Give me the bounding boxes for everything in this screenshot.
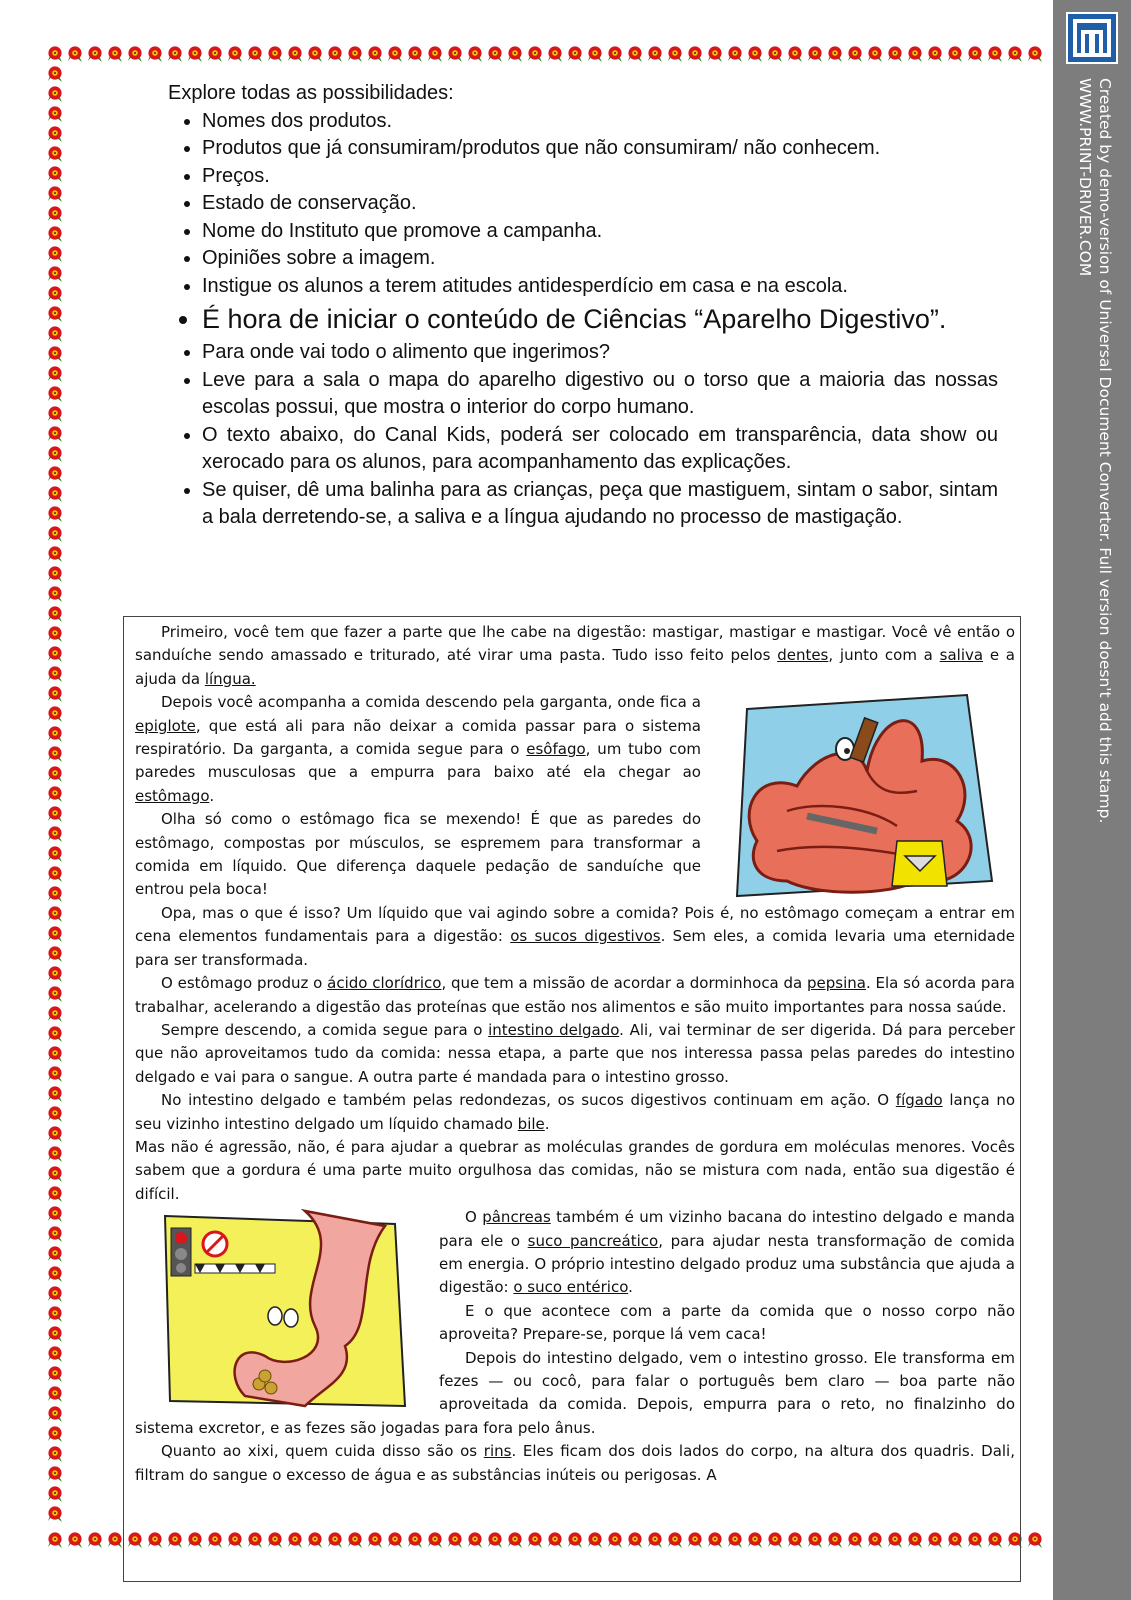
instructions-heading: Explore todas as possibilidades: <box>168 82 454 104</box>
flower-icon <box>245 44 265 64</box>
flower-icon <box>45 144 65 164</box>
flower-icon <box>45 1084 65 1104</box>
flower-icon <box>45 344 65 364</box>
flower-icon <box>45 684 65 704</box>
flower-icon <box>45 1164 65 1184</box>
flower-icon <box>445 44 465 64</box>
flower-icon <box>45 1124 65 1144</box>
flower-icon <box>165 44 185 64</box>
flower-icon <box>845 44 865 64</box>
flower-icon <box>485 44 505 64</box>
flower-icon <box>45 744 65 764</box>
flower-icon <box>85 44 105 64</box>
flower-icon <box>45 164 65 184</box>
flower-border-top <box>45 44 1045 64</box>
flower-icon <box>825 44 845 64</box>
flower-icon <box>45 924 65 944</box>
flower-icon <box>45 1044 65 1064</box>
stamp-line-1: Created by demo-version of Universal Document Converter. Full version doesn't add this stamp. <box>1096 78 1114 824</box>
instructions-list <box>168 108 998 532</box>
demo-stamp <box>1075 78 1115 918</box>
flower-icon <box>425 44 445 64</box>
flower-icon <box>865 44 885 64</box>
flower-icon <box>505 44 525 64</box>
flower-icon <box>105 1530 125 1550</box>
flower-icon <box>345 44 365 64</box>
flower-icon <box>65 1530 85 1550</box>
flower-icon <box>45 184 65 204</box>
list-item: • Instigue os alunos a terem atitudes antidesperdício em casa e na escola. <box>202 273 998 301</box>
flower-icon <box>45 1464 65 1484</box>
flower-icon <box>185 44 205 64</box>
flower-icon <box>45 904 65 924</box>
flower-icon <box>45 564 65 584</box>
flower-icon <box>45 1424 65 1444</box>
list-item: • Estado de conservação. <box>202 190 998 218</box>
flower-icon <box>905 44 925 64</box>
story-paragraph-9: O pâncreas também é um vizinho bacana do intestino delgado e manda para ele o suco pancreático, para ajudar nesta transformação de comida em energia. O próprio intestino delgado produz uma substância que ajuda a digestão: o suco entérico. <box>439 1208 1015 1297</box>
flower-icon <box>965 44 985 64</box>
flower-icon <box>545 44 565 64</box>
flower-icon <box>45 1184 65 1204</box>
flower-icon <box>45 944 65 964</box>
flower-icon <box>285 44 305 64</box>
flower-icon <box>585 44 605 64</box>
flower-icon <box>645 44 665 64</box>
flower-icon <box>45 1304 65 1324</box>
flower-icon <box>45 324 65 344</box>
flower-icon <box>45 1024 65 1044</box>
flower-icon <box>45 384 65 404</box>
flower-icon <box>45 1530 65 1550</box>
flower-icon <box>45 364 65 384</box>
flower-icon <box>45 724 65 744</box>
flower-icon <box>785 44 805 64</box>
flower-icon <box>705 44 725 64</box>
flower-icon <box>565 44 585 64</box>
flower-icon <box>225 44 245 64</box>
flower-icon <box>45 224 65 244</box>
flower-icon <box>45 784 65 804</box>
flower-icon <box>45 524 65 544</box>
flower-icon <box>365 44 385 64</box>
teacher-instructions <box>168 80 998 532</box>
flower-icon <box>45 584 65 604</box>
story-paragraph-12: Quanto ao xixi, quem cuida disso são os rins. Eles ficam dos dois lados do corpo, na altura dos quadris. Dali, filtram do sangue o excesso de água e as substâncias inúteis ou perigosas. A <box>135 1442 1015 1484</box>
digestion-story <box>135 621 1015 1487</box>
converter-logo-icon <box>1066 12 1118 64</box>
story-paragraph-7: No intestino delgado e também pelas redondezas, os sucos digestivos continuam em ação. O fígado lança no seu vizinho intestino delgado um líquido chamado bile. <box>135 1091 1015 1133</box>
flower-icon <box>1005 44 1025 64</box>
flower-icon <box>45 304 65 324</box>
flower-icon <box>45 264 65 284</box>
flower-icon <box>45 1144 65 1164</box>
flower-icon <box>45 1444 65 1464</box>
flower-icon <box>45 44 65 64</box>
flower-icon <box>685 44 705 64</box>
flower-icon <box>925 44 945 64</box>
stomach-cartoon-illustration <box>717 691 1017 899</box>
flower-icon <box>385 44 405 64</box>
list-item: • Nome do Instituto que promove a campanha. <box>202 218 998 246</box>
flower-icon <box>45 1344 65 1364</box>
flower-icon <box>405 44 425 64</box>
list-item: • Opiniões sobre a imagem. <box>202 245 998 273</box>
flower-icon <box>745 44 765 64</box>
flower-icon <box>45 1284 65 1304</box>
story-paragraph-6: Sempre descendo, a comida segue para o intestino delgado. Ali, vai terminar de ser digerida. Dá para perceber que não aproveitamos tudo da comida: nessa etapa, a parte que nos interessa passa pelas paredes do intestino delgado e vai para o sangue. A outra parte é mandada para o intestino grosso. <box>135 1020 1015 1086</box>
flower-icon <box>45 464 65 484</box>
flower-icon <box>1025 1530 1045 1550</box>
story-paragraph-8: Mas não é agressão, não, é para ajudar a quebrar as moléculas grandes de gordura em moléculas menores. Vocês sabem que a gordura é uma parte muito orgulhosa das comidas, não se mistura com nada, então sua digestão é difícil. <box>135 1137 1015 1203</box>
flower-icon <box>45 1504 65 1524</box>
flower-icon <box>45 1204 65 1224</box>
flower-icon <box>125 44 145 64</box>
story-paragraph-1: Primeiro, você tem que fazer a parte que lhe cabe na digestão: mastigar, mastigar e mastigar. Você vê então o sanduíche sendo amassado e triturado, até virar uma pasta. Tudo isso feito pelos dentes, junto com a saliva e a ajuda da língua. <box>135 623 1015 688</box>
flower-icon <box>45 1104 65 1124</box>
flower-icon <box>205 44 225 64</box>
canal-kids-text-box <box>123 616 1021 1582</box>
flower-icon <box>725 44 745 64</box>
flower-icon <box>45 64 65 84</box>
list-item: • Nomes dos produtos. <box>202 108 998 136</box>
flower-icon <box>325 44 345 64</box>
list-item-highlight: • É hora de iniciar o conteúdo de Ciências “Aparelho Digestivo”. <box>202 302 998 337</box>
flower-icon <box>45 284 65 304</box>
flower-icon <box>885 44 905 64</box>
flower-icon <box>805 44 825 64</box>
list-item: • Preços. <box>202 163 998 191</box>
flower-icon <box>45 664 65 684</box>
flower-icon <box>45 604 65 624</box>
flower-icon <box>45 1404 65 1424</box>
story-paragraph-5: O estômago produz o ácido clorídrico, que tem a missão de acordar a dorminhoca da pepsina. Ela só acorda para trabalhar, acelerando a digestão das proteínas que estão nos alimentos e são muito importantes para nossa saúde. <box>135 974 1016 1016</box>
flower-icon <box>45 804 65 824</box>
flower-icon <box>45 84 65 104</box>
flower-icon <box>265 44 285 64</box>
flower-icon <box>145 44 165 64</box>
flower-icon <box>45 424 65 444</box>
flower-icon <box>45 1484 65 1504</box>
flower-icon <box>945 44 965 64</box>
flower-icon <box>1025 44 1045 64</box>
flower-icon <box>45 884 65 904</box>
stamp-line-2: WWW.PRINT-DRIVER.COM <box>1076 78 1094 277</box>
flower-icon <box>45 644 65 664</box>
flower-icon <box>85 1530 105 1550</box>
flower-icon <box>45 1364 65 1384</box>
flower-icon <box>45 1004 65 1024</box>
flower-icon <box>45 244 65 264</box>
flower-icon <box>45 1064 65 1084</box>
list-item: • Leve para a sala o mapa do aparelho digestivo ou o torso que a maioria das nossas escolas possui, que mostra o interior do corpo humano. <box>202 367 998 422</box>
flower-icon <box>45 544 65 564</box>
flower-icon <box>45 964 65 984</box>
story-paragraph-10: E o que acontece com a parte da comida que o nosso corpo não aproveita? Prepare-se, porque lá vem caca! <box>439 1301 1015 1344</box>
list-item: • O texto abaixo, do Canal Kids, poderá ser colocado em transparência, data show ou xerocado para os alunos, para acompanhamento das explicações. <box>202 422 998 477</box>
flower-icon <box>985 44 1005 64</box>
flower-icon <box>625 44 645 64</box>
flower-border-left <box>45 64 65 1530</box>
flower-icon <box>665 44 685 64</box>
flower-icon <box>605 44 625 64</box>
flower-icon <box>45 984 65 1004</box>
flower-icon <box>45 1224 65 1244</box>
story-paragraph-3: Olha só como o estômago fica se mexendo! É que as paredes do estômago, compostas por músculos, se espremem para transformar a comida em líquido. Que diferença daquele pedação de sanduíche que entrou pela boca! <box>135 810 701 899</box>
flower-icon <box>45 1384 65 1404</box>
flower-icon <box>45 824 65 844</box>
flower-icon <box>45 124 65 144</box>
story-paragraph-11: Depois do intestino delgado, vem o intestino grosso. Ele transforma em fezes — ou cocô, para falar o português bem claro — boa parte não aproveitada da comida. Depois, empurra para o reto, no finalzinho do sistema excretor, e as fezes são jogadas para fora pelo ânus. <box>135 1348 1015 1437</box>
list-item: • Para onde vai todo o alimento que ingerimos? <box>202 339 998 367</box>
flower-icon <box>45 484 65 504</box>
list-item: • Produtos que já consumiram/produtos que não consumiram/ não conhecem. <box>202 135 998 163</box>
flower-icon <box>45 444 65 464</box>
flower-icon <box>45 624 65 644</box>
flower-icon <box>45 1244 65 1264</box>
flower-icon <box>465 44 485 64</box>
flower-icon <box>45 204 65 224</box>
story-paragraph-2: Depois você acompanha a comida descendo pela garganta, onde fica a epiglote, que está ali para não deixar a comida passar para o sistema respiratório. Da garganta, a comida segue para o esôfago, um tubo com paredes musculosas que a empurra para baixo até ela chegar ao estômago. <box>135 693 701 805</box>
flower-icon <box>525 44 545 64</box>
flower-icon <box>105 44 125 64</box>
intestine-cartoon-illustration <box>155 1206 425 1411</box>
flower-icon <box>45 404 65 424</box>
flower-icon <box>65 44 85 64</box>
flower-icon <box>45 864 65 884</box>
flower-icon <box>45 764 65 784</box>
list-item: • Se quiser, dê uma balinha para as crianças, peça que mastiguem, sintam o sabor, sintam a bala derretendo-se, a saliva e a língua ajudando no processo de mastigação. <box>202 477 998 532</box>
flower-icon <box>305 44 325 64</box>
flower-icon <box>45 1264 65 1284</box>
story-paragraph-4: Opa, mas o que é isso? Um líquido que vai agindo sobre a comida? Pois é, no estômago começam a entrar em cena elementos fundamentais para a digestão: os sucos digestivos. Sem eles, a comida levaria uma eternidade para ser transformada. <box>135 903 1015 969</box>
flower-icon <box>45 504 65 524</box>
flower-icon <box>45 1324 65 1344</box>
flower-icon <box>45 704 65 724</box>
flower-icon <box>765 44 785 64</box>
flower-icon <box>45 844 65 864</box>
flower-icon <box>45 104 65 124</box>
